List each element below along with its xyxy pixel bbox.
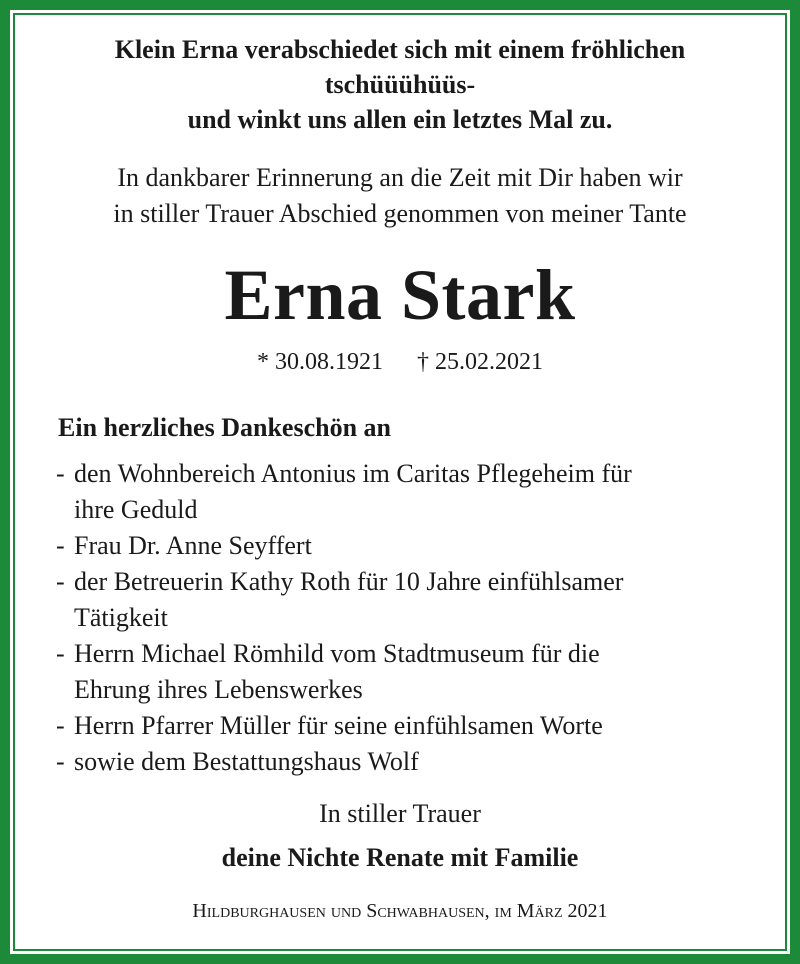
death-date: † 25.02.2021 [417,349,543,375]
list-item-line-2: Tätigkeit [74,603,168,632]
list-dash: - [56,531,65,560]
list-dash: - [56,747,65,776]
list-item-line-2: ihre Geduld [74,495,198,524]
birth-date: * 30.08.1921 [257,349,383,375]
list-item-line-1: Herrn Pfarrer Müller für seine einfühlsamen Worte [74,711,603,740]
list-dash: - [56,711,65,740]
deceased-name: Erna Stark [224,255,576,335]
list-item-line-1: Frau Dr. Anne Seyffert [74,531,312,560]
list-item [56,708,756,744]
family-signature: deine Nichte Renate mit Familie [221,843,579,872]
list-dash: - [56,567,65,596]
list-item-line-2: Ehrung ihres Lebenswerkes [74,675,363,704]
memory-text [40,160,760,232]
list-item [56,564,756,636]
list-item-line-1: der Betreuerin Kathy Roth für 10 Jahre einfühlsamer [74,567,624,596]
list-item-line-1: Herrn Michael Römhild vom Stadtmuseum für die [74,639,600,668]
list-item [56,456,756,528]
list-item [56,528,756,564]
thanks-list [56,456,756,780]
life-dates [40,345,760,379]
list-item [56,636,756,708]
memory-line-2: in stiller Trauer Abschied genommen von meiner Tante [113,199,687,228]
intro-line-2: tschüüühüüs- [324,70,476,99]
list-dash: - [56,639,65,668]
list-item [56,744,756,780]
place-and-date: Hildburghausen und Schwabhausen, im März 2021 [192,900,608,922]
thanks-heading: Ein herzliches Dankeschön an [58,413,391,442]
intro-line-1: Klein Erna verabschiedet sich mit einem fröhlichen [114,35,686,64]
intro-line-3: und winkt uns allen ein letztes Mal zu. [187,105,613,134]
list-dash: - [56,459,65,488]
intro-text [40,32,760,137]
list-item-line-1: den Wohnbereich Antonius im Caritas Pflegeheim für [74,459,632,488]
list-item-line-1: sowie dem Bestattungshaus Wolf [74,747,419,776]
memory-line-1: In dankbarer Erinnerung an die Zeit mit Dir haben wir [117,163,683,192]
closing-text: In stiller Trauer [319,799,481,828]
